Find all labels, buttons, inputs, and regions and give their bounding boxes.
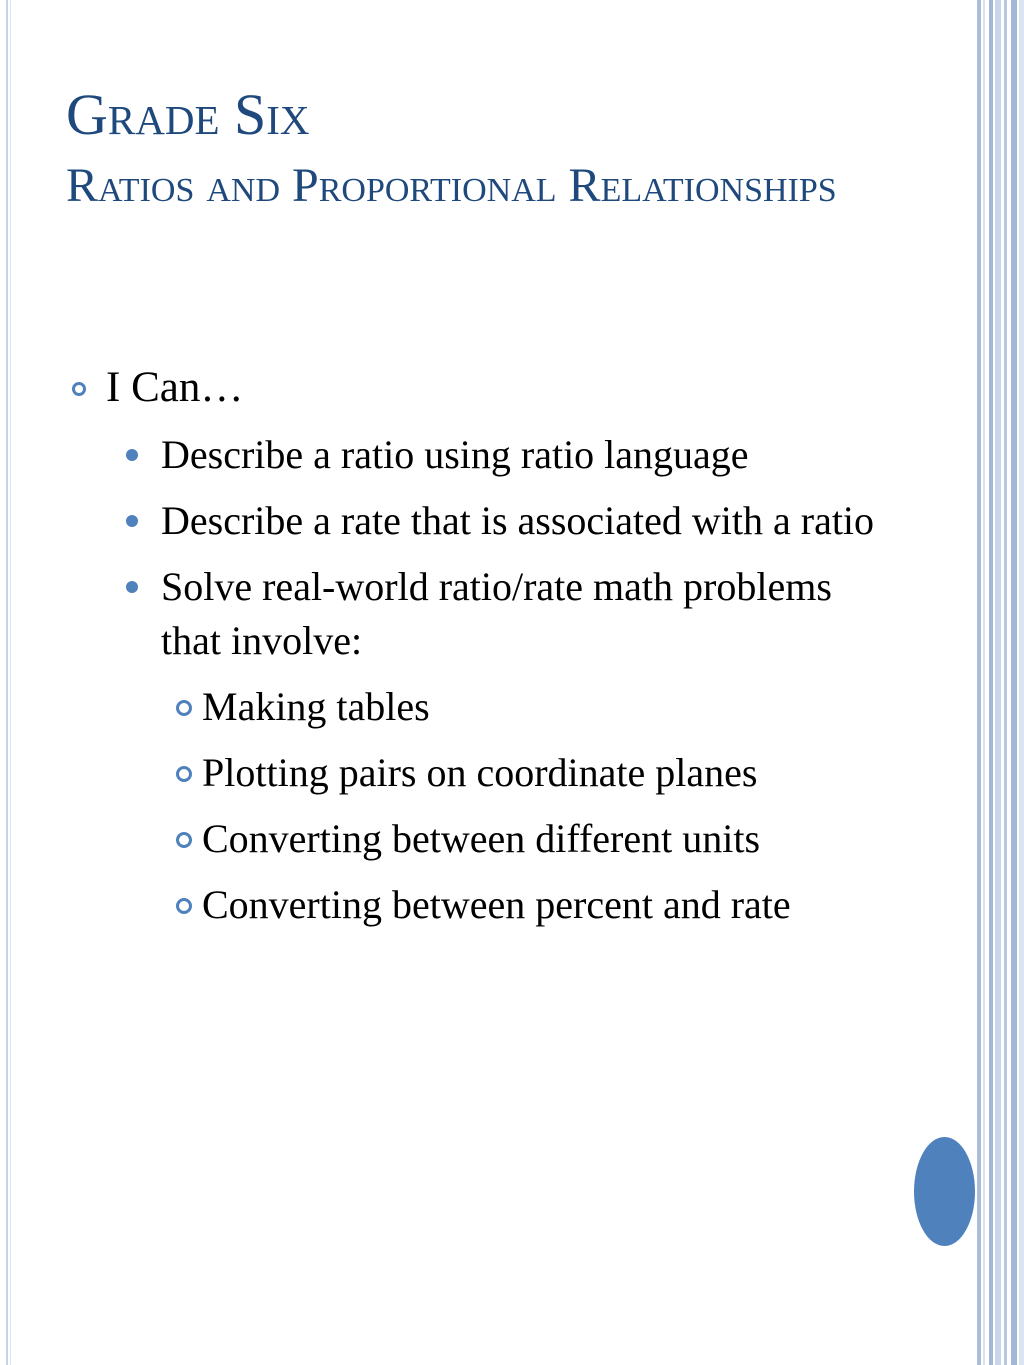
dot-bullet-icon: [126, 515, 138, 527]
list-item-text: Describe a rate that is associated with a ratio: [161, 498, 875, 543]
list-item-text: Solve real-world ratio/rate math problems that involve:: [161, 564, 832, 663]
list-item-text: Describe a ratio using ratio language: [161, 432, 749, 477]
bullet-list: [70, 428, 890, 668]
dot-bullet-icon: [126, 449, 138, 461]
heading-text: I Can…: [106, 364, 244, 411]
slide-subtitle: Ratios and Proportional Relationships: [66, 159, 837, 212]
left-border-line-thin: [10, 0, 11, 1365]
stripe: [1019, 0, 1024, 1365]
stripe: [1011, 0, 1017, 1365]
ring-bullet-icon: [176, 766, 192, 782]
sub-list-item: [70, 680, 890, 734]
ring-bullet-icon: [72, 382, 86, 396]
ring-bullet-icon: [176, 700, 192, 716]
sub-list-item-text: Converting between different units: [202, 816, 761, 861]
list-item: [70, 494, 890, 548]
sub-list-item-text: Converting between percent and rate: [202, 882, 791, 927]
sub-list-item: [70, 812, 890, 866]
right-decorative-stripes: [974, 0, 1024, 1365]
sub-list-item: [70, 746, 890, 800]
stripe: [989, 0, 993, 1365]
slide-title: Grade Six: [66, 82, 310, 147]
list-item: [70, 560, 890, 668]
dot-bullet-icon: [126, 581, 138, 593]
title-block: [66, 82, 926, 216]
stripe: [983, 0, 985, 1365]
stripe: [977, 0, 981, 1365]
left-border-line: [6, 0, 8, 1365]
ring-bullet-icon: [176, 832, 192, 848]
decorative-oval: [914, 1137, 975, 1246]
sub-list-item-text: Plotting pairs on coordinate planes: [202, 750, 758, 795]
ring-bullet-icon: [176, 898, 192, 914]
sub-bullet-list: [70, 680, 890, 932]
bullet-level1: [70, 362, 890, 414]
list-item: [70, 428, 890, 482]
slide-content: [70, 362, 890, 944]
sub-list-item-text: Making tables: [202, 684, 430, 729]
stripe: [1004, 0, 1007, 1365]
stripe: [995, 0, 1001, 1365]
sub-list-item: [70, 878, 890, 932]
